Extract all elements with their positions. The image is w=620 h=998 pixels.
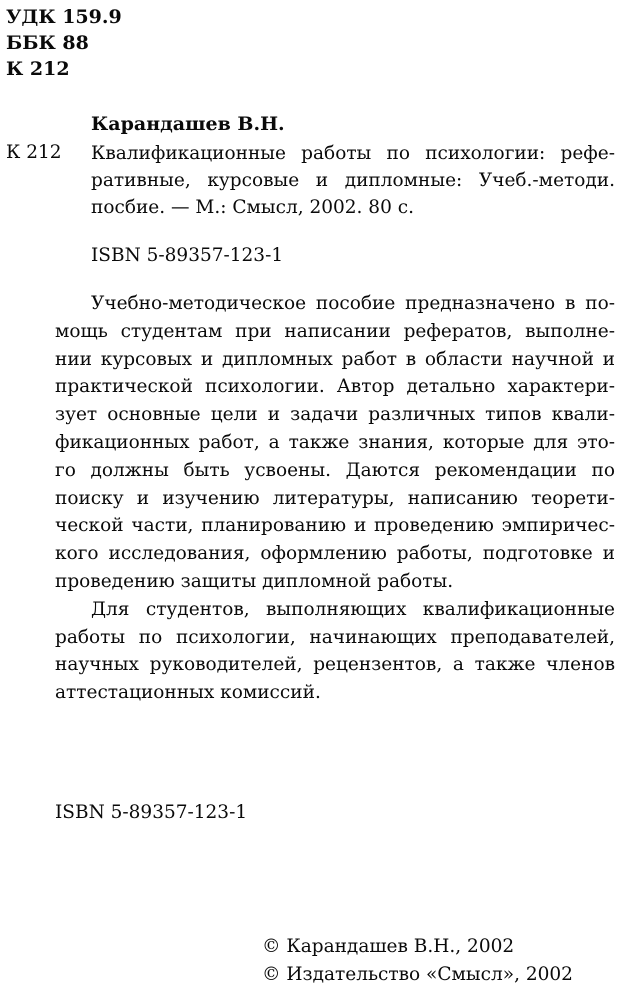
- copyright-block: [262, 933, 573, 989]
- copyright-publisher: © Издательство «Смысл», 2002: [262, 964, 573, 985]
- audience-line: работы по психологии, начинающих преподавателей,: [55, 626, 615, 648]
- audience-line: аттестационных комиссий.: [55, 682, 321, 704]
- copyright-author: © Карандашев В.Н., 2002: [262, 936, 515, 957]
- call-mark: К 212: [6, 142, 62, 163]
- abstract-line: ческой части, планированию и проведению эмпиричес-: [55, 515, 615, 537]
- abstract-line: мощь студентам при написании рефератов, выполне-: [55, 320, 615, 342]
- abstract-line: Учебно-методическое пособие предназначено в по-: [91, 293, 615, 314]
- abstract-line: нии курсовых и дипломных работ в области научной и: [55, 348, 615, 370]
- bibliographic-description: [91, 140, 615, 221]
- description-line: Квалификационные работы по психологии: рефе-: [91, 143, 615, 164]
- abstract-line: практической психологии. Автор детально характери-: [55, 376, 615, 398]
- isbn-entry: ISBN 5-89357-123-1: [91, 245, 284, 266]
- audience-line: научных руководителей, рецензентов, а также членов: [55, 654, 615, 676]
- bbk-code: ББК 88: [6, 32, 89, 54]
- author-sign-code: К 212: [6, 58, 70, 80]
- abstract-line: поиску и изучению литературы, написанию теорети-: [55, 487, 615, 509]
- udk-code: УДК 159.9: [6, 6, 122, 28]
- classification-codes: [6, 4, 122, 82]
- description-line: посбие. — М.: Смысл, 2002. 80 с.: [91, 197, 414, 218]
- audience-line: Для студентов, выполняющих квалификационные: [91, 598, 615, 620]
- author-name: Карандашев В.Н.: [91, 113, 285, 135]
- abstract-line: зует основные цели и задачи различных типов квали-: [55, 404, 615, 426]
- abstract-line: го должны быть усвоены. Даются рекомендации по: [55, 459, 615, 481]
- isbn-footer: ISBN 5-89357-123-1: [55, 802, 248, 823]
- abstract-line: фикационных работ, а также знания, которые для это-: [55, 431, 615, 453]
- abstract-line: кого исследования, оформлению работы, подготовке и: [55, 543, 615, 565]
- abstract-line: проведению защиты дипломной работы.: [55, 570, 454, 592]
- abstract-text: [55, 290, 615, 707]
- description-line: ративные, курсовые и дипломные: Учеб.-методи.: [91, 170, 615, 191]
